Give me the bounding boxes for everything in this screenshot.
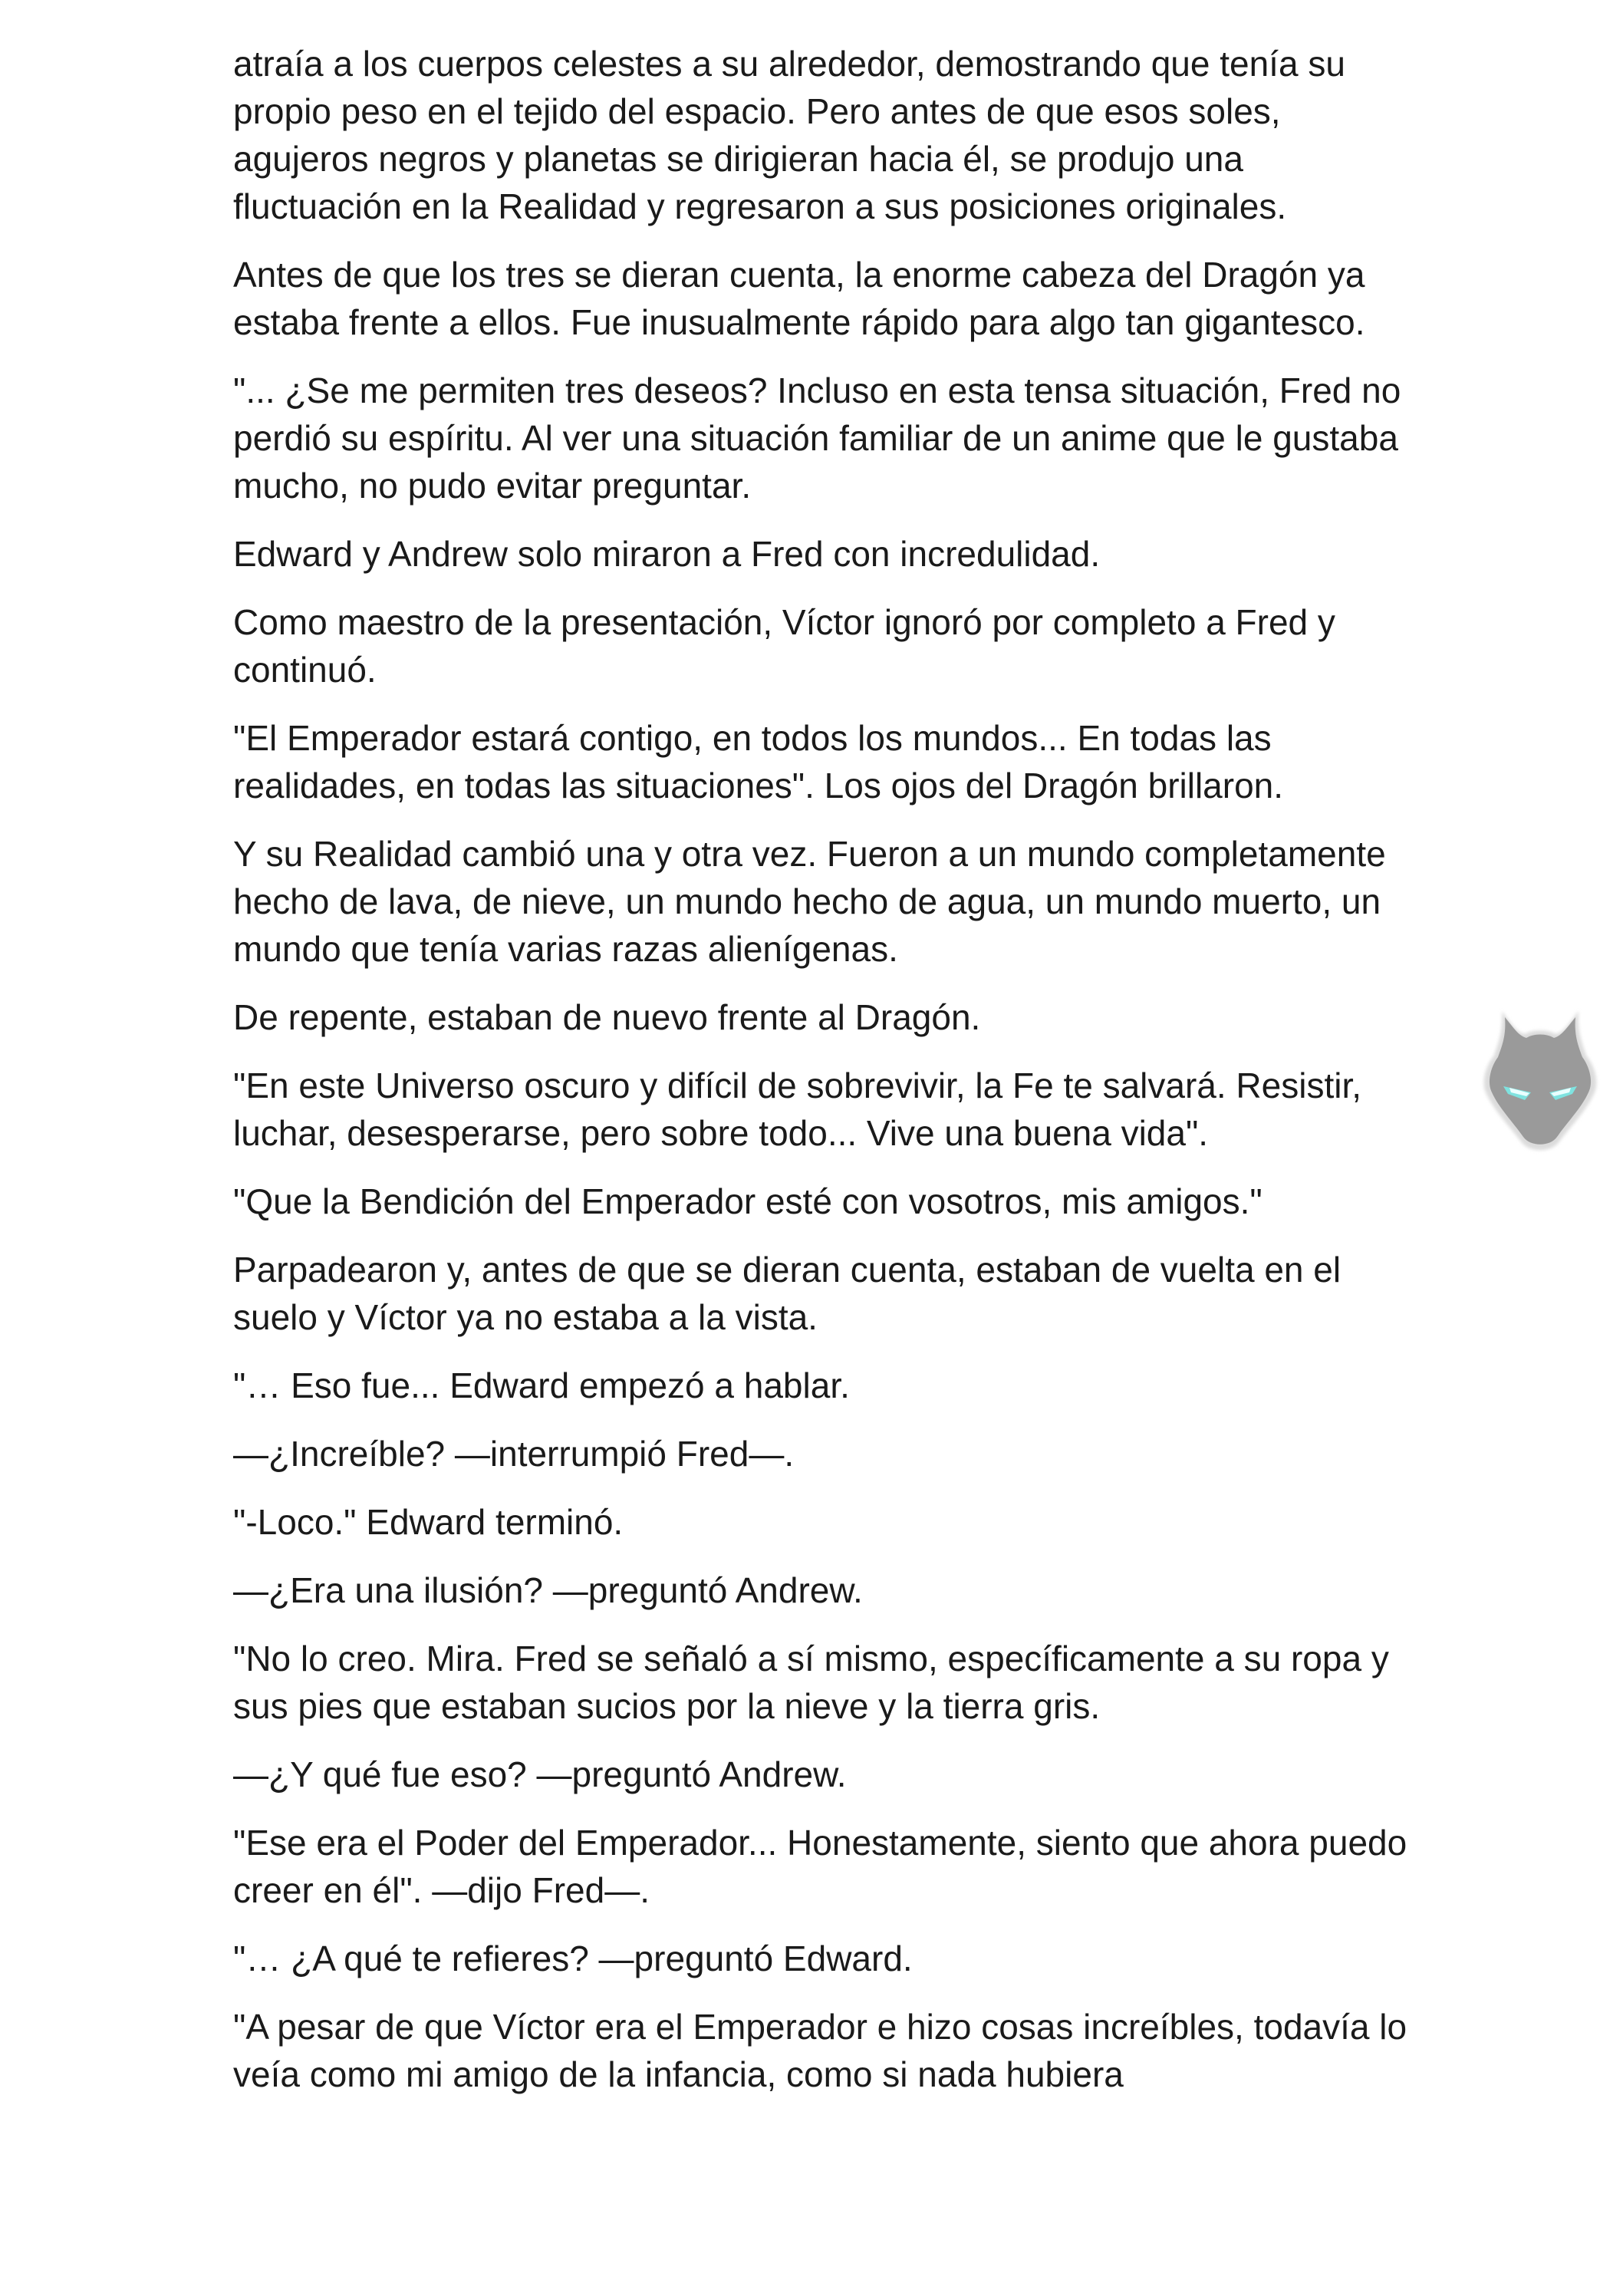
paragraph-16: "No lo creo. Mira. Fred se señaló a sí mismo, específicamente a su ropa y sus pies que estaban sucios por la nieve y la tierra gris.: [233, 1639, 1389, 1726]
paragraph-10: "Que la Bendición del Emperador esté con vosotros, mis amigos.": [233, 1181, 1263, 1221]
paragraph-7: Y su Realidad cambió una y otra vez. Fueron a un mundo completamente hecho de lava, de nieve, un mundo hecho de agua, un mundo muerto, un mundo que tenía varias razas alienígenas.: [233, 834, 1386, 969]
demon-head-icon: [1471, 996, 1609, 1164]
paragraph-1: atraía a los cuerpos celestes a su alrededor, demostrando que tenía su propio peso en el tejido del espacio. Pero antes de que esos soles, agujeros negros y planetas se dirigieran hacia él, se produjo una fluctuación en la Realidad y regresaron a sus posiciones originales.: [233, 44, 1345, 226]
paragraph-8: De repente, estaban de nuevo frente al Dragón.: [233, 997, 981, 1037]
paragraph-11: Parpadearon y, antes de que se dieran cuenta, estaban de vuelta en el suelo y Víctor ya no estaba a la vista.: [233, 1250, 1342, 1337]
paragraph-4: Edward y Andrew solo miraron a Fred con incredulidad.: [233, 534, 1101, 574]
paragraph-18: "Ese era el Poder del Emperador... Honestamente, siento que ahora puedo creer en él". —dijo Fred—.: [233, 1823, 1407, 1910]
paragraph-13: —¿Increíble? —interrumpió Fred—.: [233, 1434, 795, 1474]
paragraph-3: "... ¿Se me permiten tres deseos? Incluso en esta tensa situación, Fred no perdió su espíritu. Al ver una situación familiar de un anime que le gustaba mucho, no pudo evitar preguntar.: [233, 371, 1401, 506]
paragraph-6: "El Emperador estará contigo, en todos los mundos... En todas las realidades, en todas las situaciones". Los ojos del Dragón brillaron.: [233, 718, 1284, 805]
document-body: [233, 40, 1414, 2119]
paragraph-9: "En este Universo oscuro y difícil de sobrevivir, la Fe te salvará. Resistir, luchar, desesperarse, pero sobre todo... Vive una buena vida".: [233, 1066, 1362, 1153]
paragraph-20: "A pesar de que Víctor era el Emperador e hizo cosas increíbles, todavía lo veía como mi amigo de la infancia, como si nada hubiera: [233, 2007, 1407, 2094]
paragraph-5: Como maestro de la presentación, Víctor ignoró por completo a Fred y continuó.: [233, 602, 1335, 690]
paragraph-17: —¿Y qué fue eso? —preguntó Andrew.: [233, 1754, 847, 1794]
paragraph-12: "… Eso fue... Edward empezó a hablar.: [233, 1365, 850, 1405]
paragraph-2: Antes de que los tres se dieran cuenta, la enorme cabeza del Dragón ya estaba frente a ellos. Fue inusualmente rápido para algo tan gigantesco.: [233, 255, 1365, 342]
paragraph-15: —¿Era una ilusión? —preguntó Andrew.: [233, 1570, 863, 1610]
paragraph-14: "-Loco." Edward terminó.: [233, 1502, 624, 1542]
paragraph-19: "… ¿A qué te refieres? —preguntó Edward.: [233, 1939, 913, 1978]
